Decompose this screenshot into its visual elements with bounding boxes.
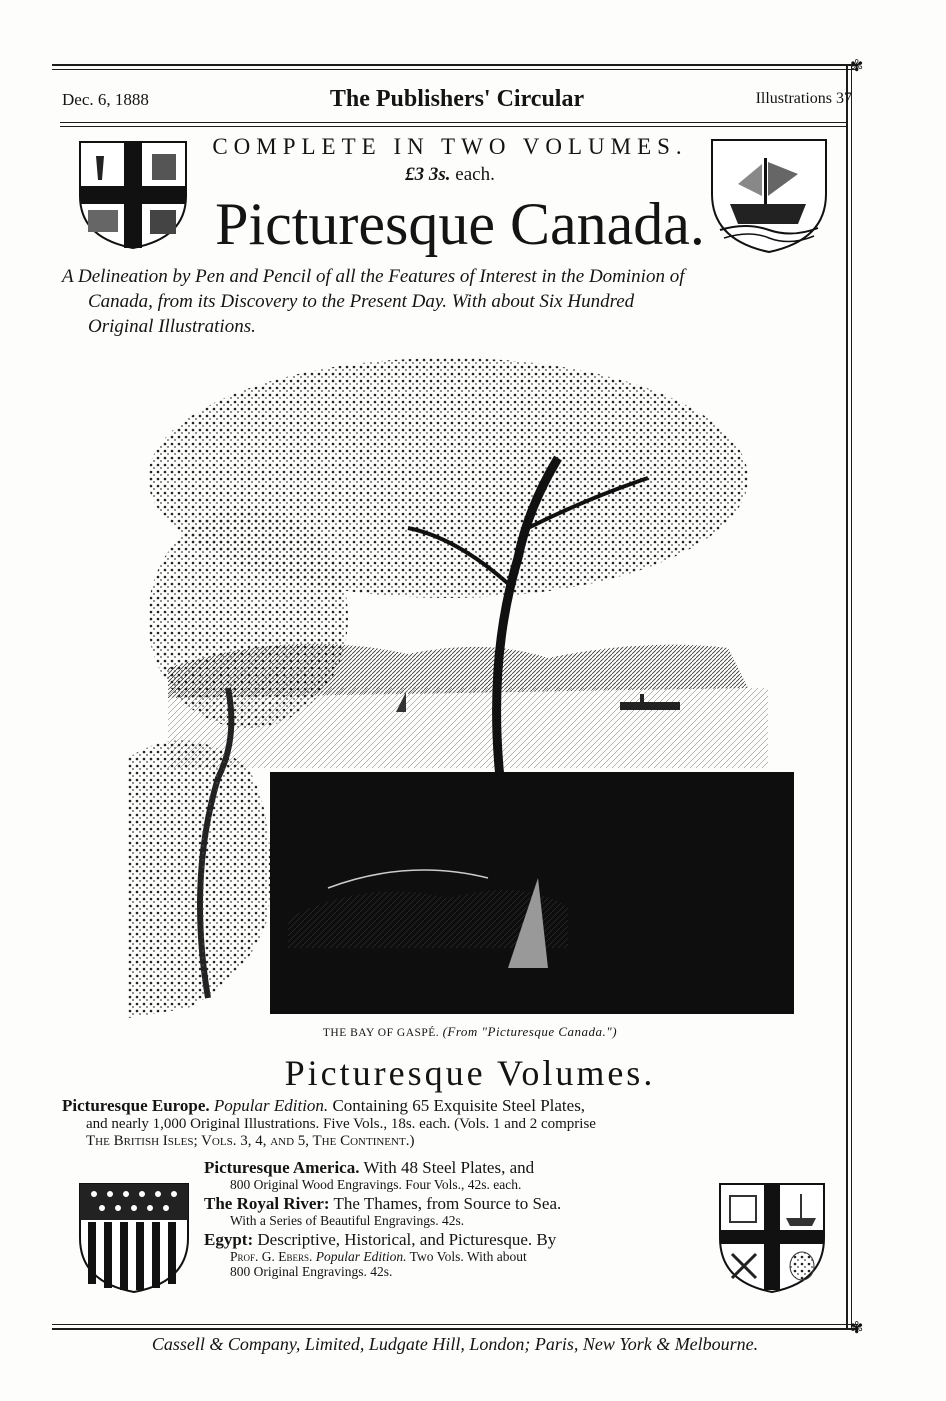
europe-desc: Containing 65 Exquisite Steel Plates, xyxy=(332,1096,586,1115)
top-rule-thin xyxy=(52,69,858,70)
publisher-footer: Cassell & Company, Limited, Ludgate Hill, London; Paris, New York & Melbourne. xyxy=(151,1334,759,1354)
europe-edition: Popular Edition. xyxy=(213,1096,329,1115)
bottom-rule-thin xyxy=(52,1324,858,1325)
europe-line-2: and nearly 1,000 Original Illustrations. Five Vols., 18s. each. (Vols. 1 and 2 comprise xyxy=(86,1116,596,1132)
caption-italic: (From "Picturesque Canada.") xyxy=(442,1024,618,1039)
page-header xyxy=(62,86,852,118)
header-rule xyxy=(60,122,846,123)
main-title: Picturesque Canada. xyxy=(215,191,705,257)
royal-line-2: With a Series of Beautiful Engravings. 42s. xyxy=(230,1213,465,1228)
corner-ornament-icon-bottom: ✾ xyxy=(850,1320,864,1337)
intro-line-3: Original Illustrations. xyxy=(88,316,256,337)
royal-desc: The Thames, from Source to Sea. xyxy=(333,1194,562,1213)
quartered-shield-icon xyxy=(716,1178,828,1296)
steamer-icon xyxy=(620,702,680,710)
header-date: Dec. 6, 1888 xyxy=(62,90,149,109)
header-journal: The Publishers' Circular xyxy=(329,86,585,112)
intro-line-1: A Delineation by Pen and Pencil of all the Features of Interest in the Dominion of xyxy=(62,266,685,287)
us-shield-icon xyxy=(74,1178,194,1296)
egypt-line-3: 800 Original Engravings. 42s. xyxy=(230,1264,393,1279)
america-name: Picturesque America. xyxy=(204,1158,360,1177)
top-rule xyxy=(52,64,858,66)
other-volumes-block xyxy=(204,1158,714,1279)
caption-main: THE BAY OF GASPÉ. xyxy=(322,1027,440,1039)
price-amount: £3 3s. xyxy=(405,164,451,185)
picturesque-volumes-title: Picturesque Volumes. xyxy=(284,1053,656,1093)
europe-block xyxy=(62,1096,842,1150)
canada-shield-icon xyxy=(74,134,192,252)
intro-text xyxy=(62,264,834,339)
corner-ornament-icon: ✾ xyxy=(850,58,864,75)
right-rule xyxy=(846,64,848,1328)
america-line-2: 800 Original Wood Engravings. Four Vols., 42s. each. xyxy=(230,1177,522,1192)
europe-name: Picturesque Europe. xyxy=(62,1096,210,1115)
header-page: Illustrations 37 xyxy=(755,90,852,107)
price-line xyxy=(300,164,600,186)
right-rule-thin xyxy=(851,64,852,1328)
engraving-caption xyxy=(160,1024,780,1040)
america-desc: With 48 Steel Plates, and xyxy=(363,1158,535,1177)
bay-of-gaspe-engraving xyxy=(128,358,798,1018)
egypt-vols: Two Vols. With about xyxy=(409,1249,527,1264)
price-suffix: each. xyxy=(455,164,495,185)
header-rule-2 xyxy=(60,126,846,127)
egypt-edition: Popular Edition. xyxy=(315,1249,407,1264)
egypt-desc: Descriptive, Historical, and Picturesque. By xyxy=(257,1230,557,1249)
bottom-rule xyxy=(52,1328,858,1330)
europe-line-3: The British Isles; Vols. 3, 4, and 5, The Continent.) xyxy=(86,1133,415,1149)
egypt-author: Prof. G. Ebers. xyxy=(230,1249,313,1264)
royal-name: The Royal River: xyxy=(204,1194,330,1213)
complete-in-two-volumes: COMPLETE IN TWO VOLUMES. xyxy=(212,134,688,159)
egypt-line-2 xyxy=(204,1249,714,1264)
egypt-name: Egypt: xyxy=(204,1230,254,1249)
intro-line-2: Canada, from its Discovery to the Present Day. With about Six Hundred xyxy=(88,291,635,312)
